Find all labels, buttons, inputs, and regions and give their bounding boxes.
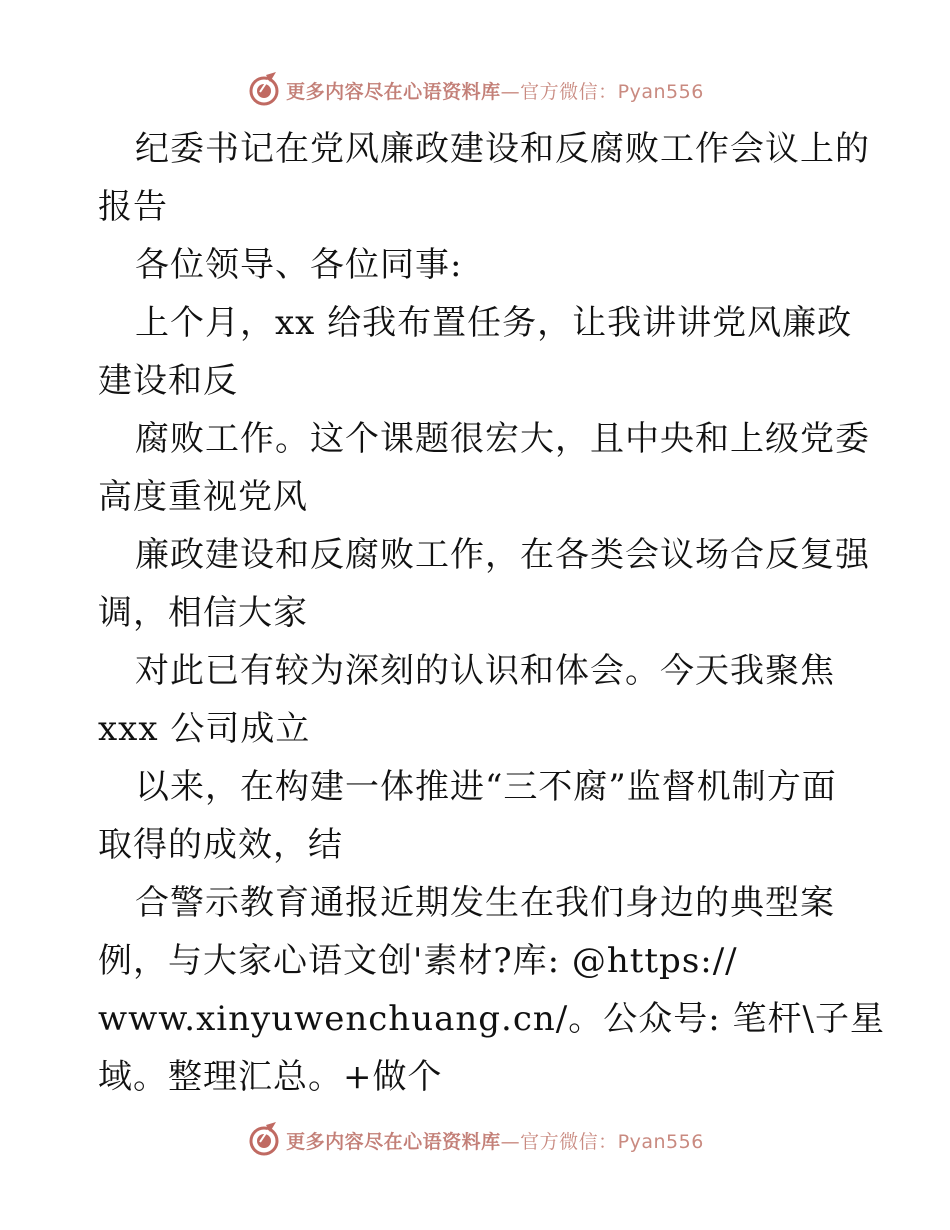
document-line: 腐败工作。这个课题很宏大，且中央和上级党委	[135, 419, 870, 459]
header-banner-wechat: 官方微信：Pyan556	[520, 80, 704, 103]
footer-banner-wechat: 官方微信：Pyan556	[520, 1130, 704, 1153]
document-line: 例，与大家心语文创'素材?库: @https://	[98, 941, 738, 981]
document-line: 调，相信大家	[98, 593, 308, 633]
document-line: 合警示教育通报近期发生在我们身边的典型案	[135, 883, 835, 923]
header-banner-separator: —	[500, 80, 521, 103]
header-banner-text	[286, 77, 704, 104]
header-banner	[0, 70, 950, 110]
document-line: 以来，在构建一体推进“三不腐”监督机制方面	[135, 767, 837, 807]
document-line: 各位领导、各位同事:	[135, 245, 463, 285]
document-line: 上个月，xx 给我布置任务，让我讲讲党风廉政	[135, 303, 853, 343]
document-line: xxx 公司成立	[98, 709, 311, 749]
document-body	[98, 120, 885, 1106]
document-line: 对此已有较为深刻的认识和体会。今天我聚焦	[135, 651, 835, 691]
document-line: 报告	[98, 187, 168, 227]
footer-banner-main: 更多内容尽在心语资料库	[286, 1130, 501, 1153]
document-line: 域。整理汇总。+做个	[98, 1057, 443, 1097]
document-line: 取得的成效，结	[98, 825, 343, 865]
document-line: 廉政建设和反腐败工作，在各类会议场合反复强	[135, 535, 870, 575]
quill-seal-icon	[246, 72, 282, 108]
footer-banner	[0, 1120, 950, 1160]
document-line: 高度重视党风	[98, 477, 308, 517]
document-line: 建设和反	[98, 361, 238, 401]
document-line: www.xinyuwenchuang.cn/。公众号: 笔杆\子星	[98, 999, 885, 1039]
quill-seal-icon	[246, 1122, 282, 1158]
footer-banner-text	[286, 1127, 704, 1154]
header-banner-main: 更多内容尽在心语资料库	[286, 80, 501, 103]
footer-banner-separator: —	[500, 1130, 521, 1153]
document-line: 纪委书记在党风廉政建设和反腐败工作会议上的	[135, 129, 870, 169]
